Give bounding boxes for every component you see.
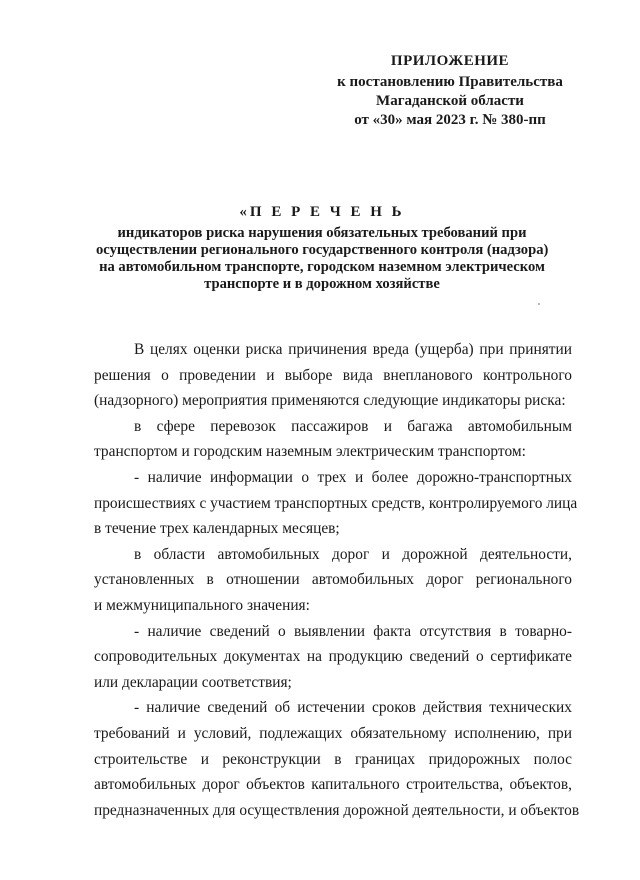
appendix-title: ПРИЛОЖЕНИЕ xyxy=(390,53,510,69)
body-line: автомобильных дорог объектов капитального строительства, объектов, xyxy=(94,776,572,794)
body-line: транспортом и городским наземным электрическим транспортом: xyxy=(94,443,526,461)
body-line: решения о проведении и выборе вида внепланового контрольного xyxy=(94,366,572,384)
body-line: (надзорного) мероприятия применяются следующие индикаторы риска: xyxy=(94,392,566,410)
body-line: требований и условий, подлежащих обязательному исполнению, при xyxy=(94,724,572,742)
document-body xyxy=(94,337,580,823)
body-line: или декларации соответствия; xyxy=(94,673,292,691)
body-line: - наличие сведений об истечении сроков действия технических xyxy=(134,699,572,717)
appendix-line-1: к постановлению Правительства xyxy=(337,74,563,90)
body-line: в сфере перевозок пассажиров и багажа автомобильным xyxy=(134,417,572,435)
body-line: в течение трех календарных месяцев; xyxy=(94,520,340,538)
heading-line-4: транспорте и в дорожном хозяйстве xyxy=(204,276,440,292)
appendix-line-2: Магаданской области xyxy=(376,93,524,109)
body-line: предназначенных для осуществления дорожной деятельности, и объектов xyxy=(94,801,580,819)
appendix-line-3: от «30» мая 2023 г. № 380-пп xyxy=(354,112,546,128)
heading-line-1: индикаторов риска нарушения обязательных требований при xyxy=(117,225,527,241)
body-line: и межмуниципального значения: xyxy=(94,596,310,614)
heading-line-3: на автомобильном транспорте, городском наземном электрическом xyxy=(99,259,545,275)
body-line: - наличие информации о трех и более дорожно-транспортных xyxy=(134,468,572,486)
heading-line-2: осуществлении регионального государственного контроля (надзора) xyxy=(96,242,549,258)
body-line: в области автомобильных дорог и дорожной деятельности, xyxy=(134,545,572,563)
body-line: происшествиях с участием транспортных средств, контролируемого лица xyxy=(94,494,578,512)
body-line: В целях оценки риска причинения вреда (ущерба) при принятии xyxy=(134,341,572,358)
appendix-block xyxy=(330,52,570,130)
body-line: сопроводительных документах на продукцию сведений о сертификате xyxy=(94,648,572,666)
heading-title: «П Е Р Е Ч Е Н Ь xyxy=(239,204,405,220)
body-line: строительстве и реконструкции в границах придорожных полос xyxy=(94,750,572,768)
document-heading xyxy=(96,204,548,293)
body-line: установленных в отношении автомобильных дорог регионального xyxy=(94,571,572,589)
body-line: - наличие сведений о выявлении факта отсутствия в товарно- xyxy=(134,622,572,640)
scan-speck xyxy=(538,303,540,305)
